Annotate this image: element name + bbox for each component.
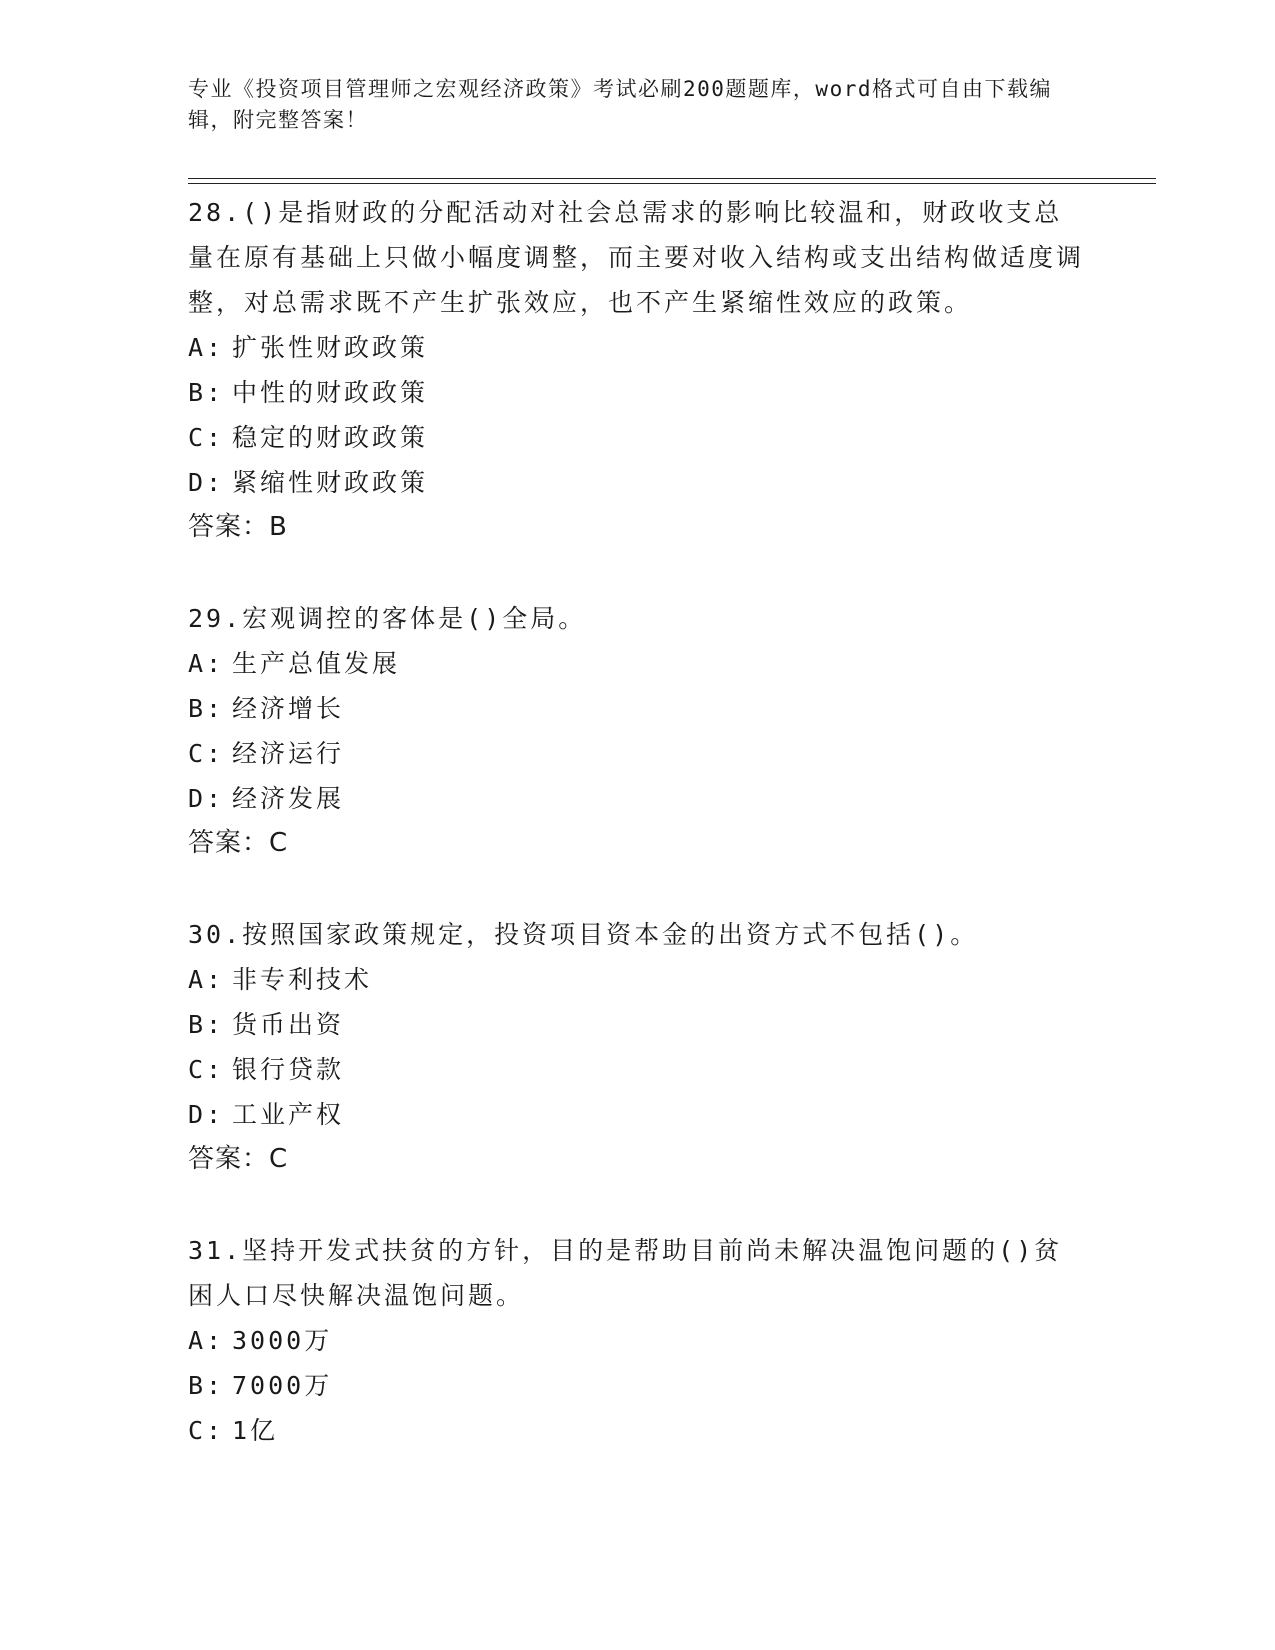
option-letter: B: [188,1371,225,1400]
option-text: 工业产权 [232,1100,345,1129]
option-text: 稳定的财政政策 [232,423,429,452]
answer-label: 答案： [188,1144,270,1174]
option-text: 紧缩性财政政策 [232,468,429,497]
option-letter: D: [188,784,225,813]
spacer [188,1182,1088,1228]
option-a [188,325,1088,370]
option-a [188,1318,1088,1363]
question-stem: 30.按照国家政策规定，投资项目资本金的出资方式不包括()。 [188,920,979,949]
option-b [188,686,1088,731]
answer-value: C [269,1144,289,1174]
option-d [188,460,1088,505]
option-letter: C: [188,1055,225,1084]
option-text: 中性的财政政策 [232,378,429,407]
question-29 [188,596,1088,866]
answer-value: B [269,512,288,542]
option-c [188,415,1088,460]
answer-value: C [269,828,289,858]
option-letter: C: [188,1416,225,1445]
option-letter: C: [188,423,225,452]
option-b [188,1002,1088,1047]
option-text: 1亿 [232,1416,279,1445]
option-text: 3000万 [232,1326,333,1355]
option-text: 生产总值发展 [232,649,401,678]
answer-label: 答案： [188,512,270,542]
option-letter: A: [188,1326,225,1355]
option-text: 经济发展 [232,784,345,813]
option-letter: B: [188,694,225,723]
question-stem: 31.坚持开发式扶贫的方针，目的是帮助目前尚未解决温饱问题的()贫困人口尽快解决温饱问题。 [188,1236,1063,1310]
option-b [188,370,1088,415]
option-c [188,1408,1088,1453]
answer-label: 答案： [188,828,270,858]
answer-line [188,1137,1088,1182]
option-text: 7000万 [232,1371,333,1400]
option-letter: B: [188,378,225,407]
option-letter: D: [188,1100,225,1129]
answer-line [188,821,1088,866]
option-letter: A: [188,649,225,678]
answer-line [188,505,1088,550]
option-d [188,776,1088,821]
option-letter: A: [188,333,225,362]
question-28 [188,190,1088,550]
option-text: 扩张性财政政策 [232,333,429,362]
option-letter: D: [188,468,225,497]
option-text: 经济增长 [232,694,345,723]
option-d [188,1092,1088,1137]
option-letter: A: [188,965,225,994]
option-letter: B: [188,1010,225,1039]
spacer [188,866,1088,912]
question-30 [188,912,1088,1182]
option-a [188,957,1088,1002]
option-letter: C: [188,739,225,768]
header-rule-bottom [188,183,1156,184]
option-c [188,731,1088,776]
option-text: 经济运行 [232,739,345,768]
document-header: 专业《投资项目管理师之宏观经济政策》考试必刷200题题库，word格式可自由下载编辑，附完整答案！ [188,77,1052,132]
question-list [188,190,1088,1453]
header-rule-top [188,178,1156,179]
spacer [188,550,1088,596]
option-text: 货币出资 [232,1010,345,1039]
question-31 [188,1228,1088,1453]
option-b [188,1363,1088,1408]
option-text: 非专利技术 [232,965,373,994]
question-stem: 29.宏观调控的客体是()全局。 [188,604,587,633]
option-text: 银行贷款 [232,1055,345,1084]
option-c [188,1047,1088,1092]
option-a [188,641,1088,686]
question-stem: 28.()是指财政的分配活动对社会总需求的影响比较温和，财政收支总量在原有基础上只做小幅度调整，而主要对收入结构或支出结构做适度调整，对总需求既不产生扩张效应，也不产生紧缩性效应的政策。 [188,198,1085,317]
